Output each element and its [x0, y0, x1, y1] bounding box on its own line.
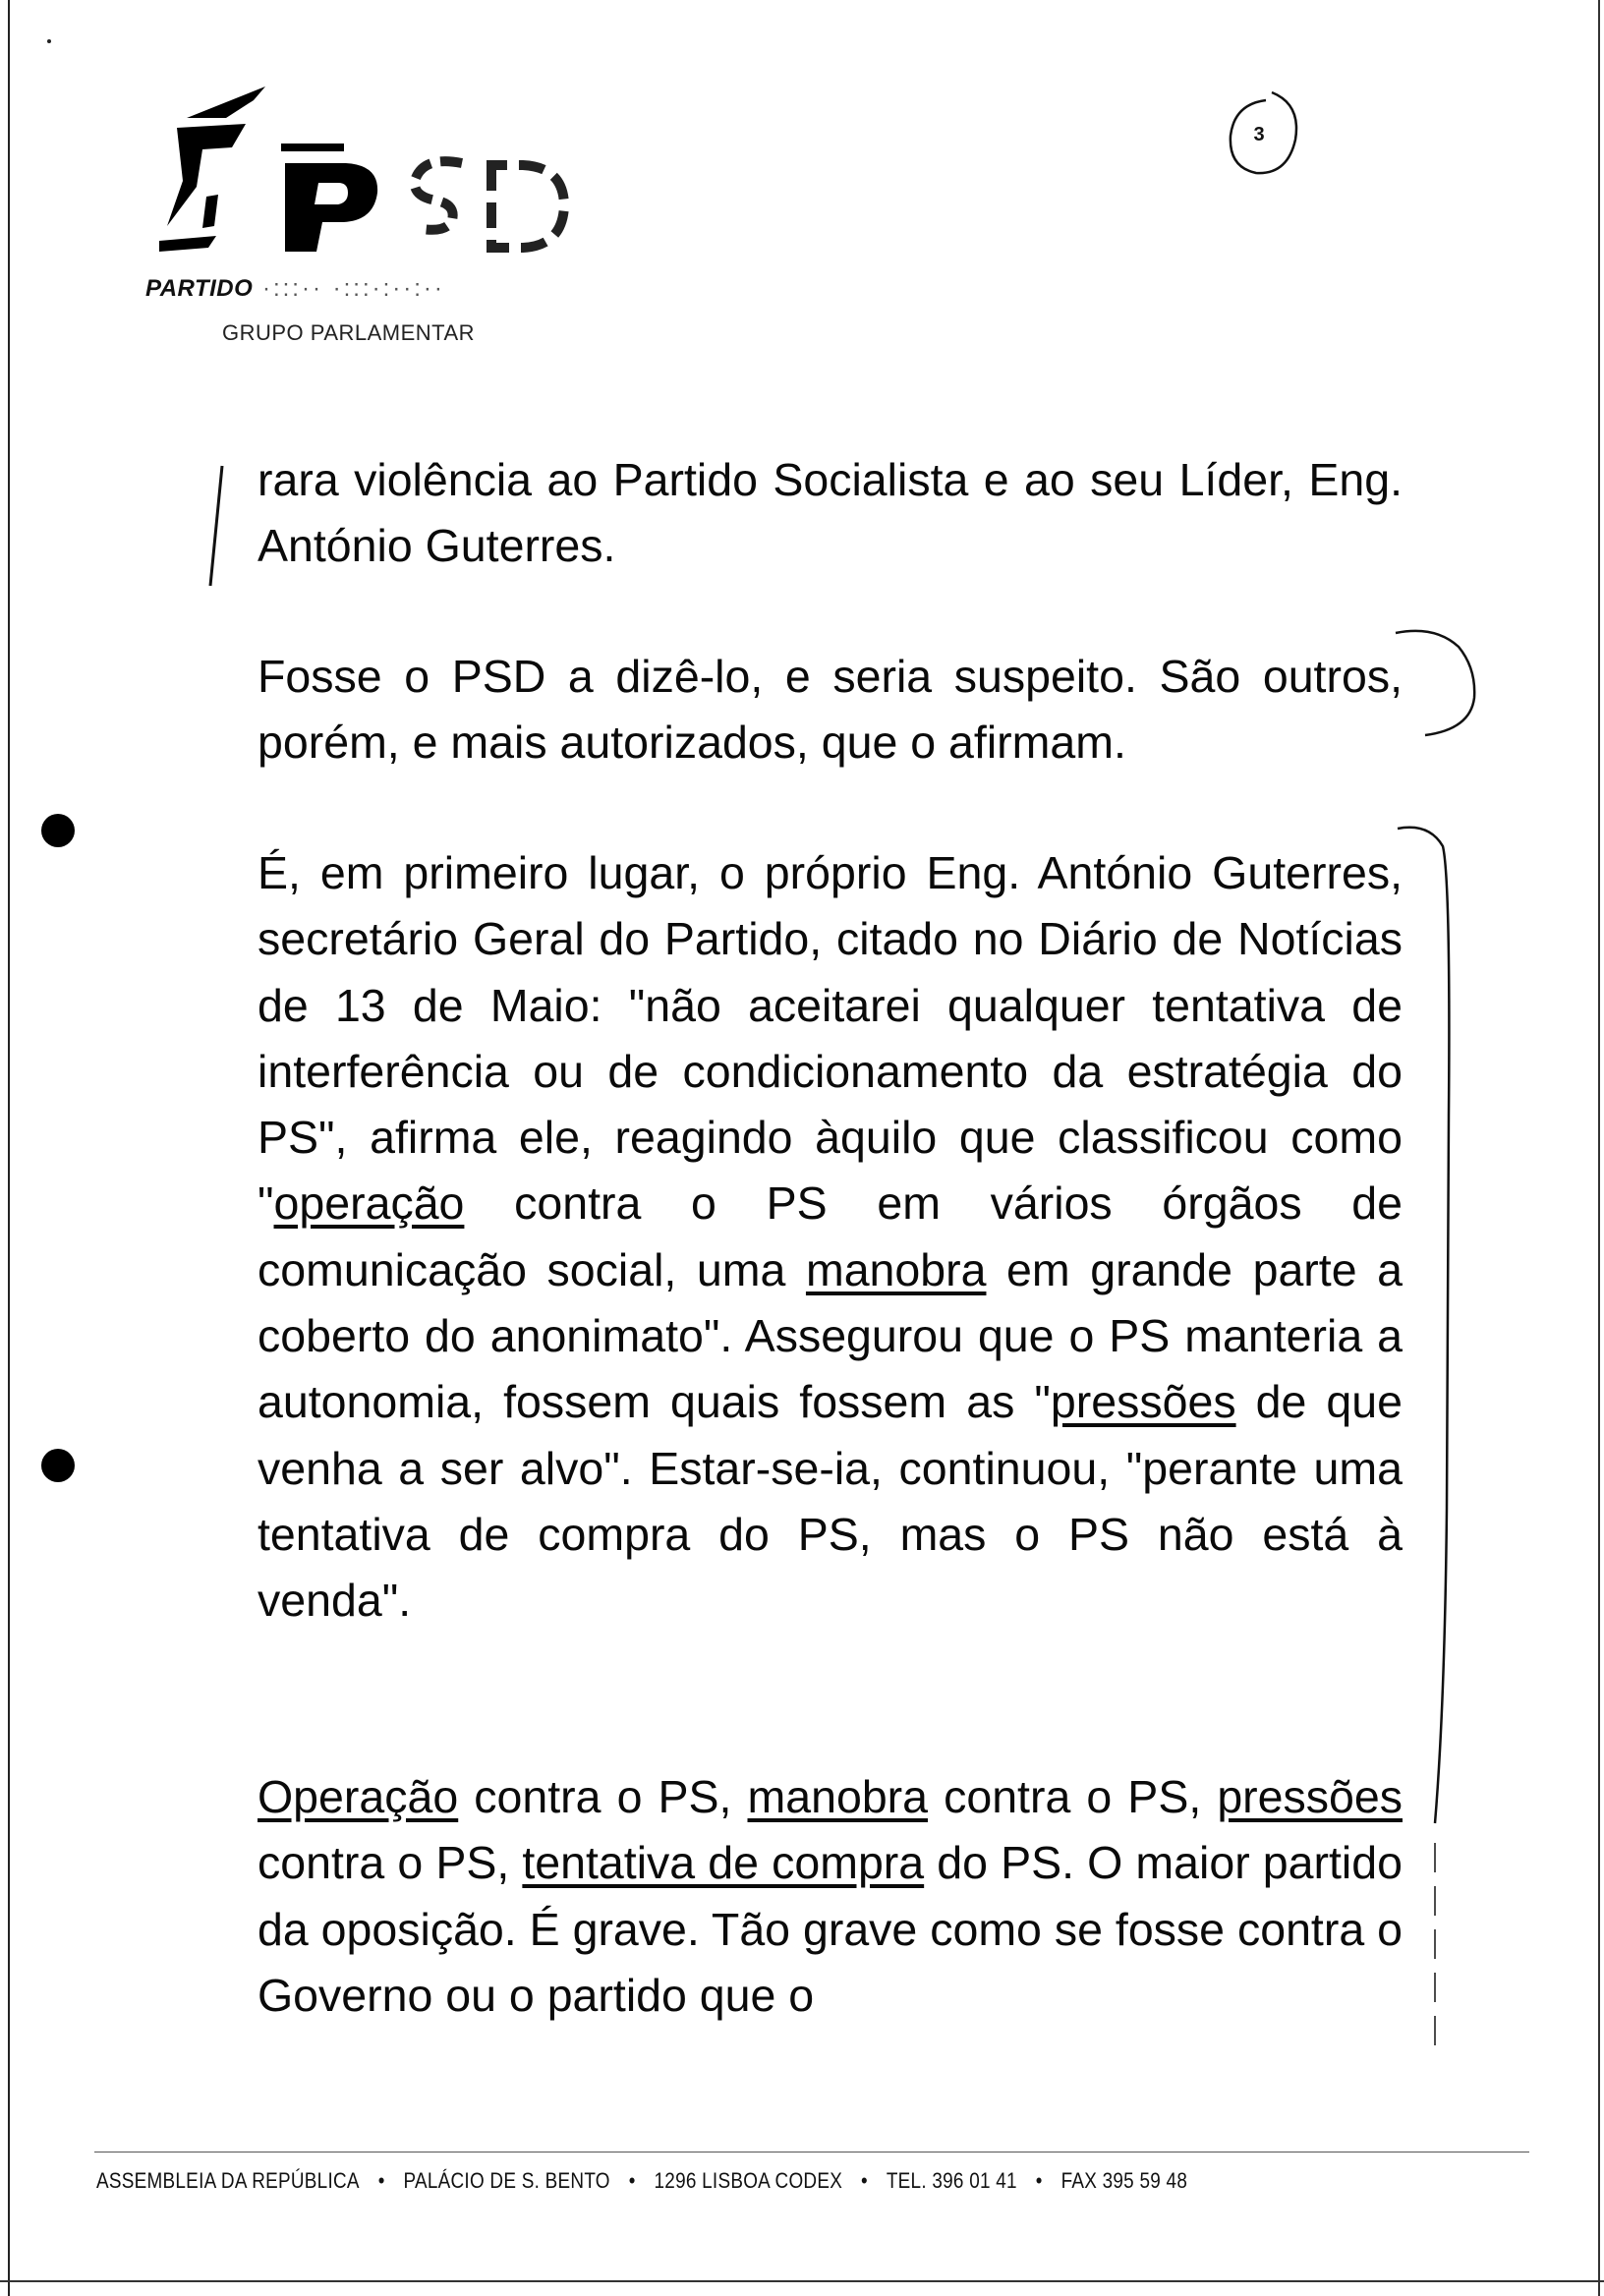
party-name: PARTIDO ·:::·· ·:::·:··:··: [145, 275, 445, 302]
underlined-word: operação: [273, 1177, 465, 1230]
underlined-word: manobra: [747, 1771, 929, 1822]
paragraph-4: [258, 1764, 1403, 2029]
footer-city: 1296 LISBOA CODEX: [654, 2168, 843, 2193]
paragraph-3: [258, 840, 1403, 1635]
footer-palace: PALÁCIO DE S. BENTO: [403, 2168, 610, 2193]
underlined-word: pressões: [1050, 1376, 1236, 1428]
page-left-edge: [8, 0, 10, 2296]
underlined-word: tentativa de compra: [522, 1837, 925, 1889]
paragraph-1: [258, 447, 1403, 580]
speck: [47, 39, 51, 43]
psd-logo: [138, 79, 649, 305]
footer-telephone: TEL. 396 01 41: [886, 2168, 1017, 2193]
footer-separator: •: [628, 2168, 636, 2193]
footer-fax: FAX 395 59 48: [1060, 2168, 1188, 2193]
margin-slash-mark: [206, 462, 226, 590]
paragraph-3-text: É, em primeiro lugar, o próprio Eng. António Guterres, secretário Geral do Partido, citado no Diário de Notícias de 13 de Maio: "não aceitarei qualquer tentativa de interferência ou de condicionamento da estratégia do PS", afirma ele, reagindo àquilo que classificou como "operação contra o PS em vários órgãos de comunicação social, uma manobra em grande parte a coberto do anonimato". Assegurou que o PS manteria a autonomia, fossem quais fossem as "pressões de que venha a ser alvo". Estar-se-ia, continuou, "perante uma tentativa de compra do PS, mas o PS não está à venda".: [258, 847, 1403, 1627]
footer-institution: ASSEMBLEIA DA REPÚBLICA: [96, 2168, 360, 2193]
page-right-edge: [1598, 0, 1600, 2296]
paragraph-2-text: Fosse o PSD a dizê-lo, e seria suspeito. São outros, porém, e mais autorizados, que o afirmam.: [258, 651, 1403, 769]
page-number-text: 3: [1253, 124, 1265, 145]
page-bottom-edge: [0, 2280, 1604, 2282]
letterhead-footer: [96, 2168, 1347, 2194]
underlined-word: manobra: [805, 1243, 987, 1295]
underlined-word: pressões: [1217, 1771, 1403, 1822]
parliamentary-group-label: GRUPO PARLAMENTAR: [222, 320, 476, 345]
paragraph-1-text: rara violência ao Partido Socialista e ao seu Líder, Eng. António Guterres.: [258, 454, 1403, 572]
page-number: [1227, 85, 1305, 183]
punch-hole-lower: [41, 1449, 75, 1482]
footer-separator: •: [1035, 2168, 1043, 2193]
paragraph-4-text: Operação contra o PS, manobra contra o PS, pressões contra o PS, tentativa de compra do PS. O maior partido da oposição. É grave. Tão grave como se fosse contra o Governo ou o partido que o: [258, 1771, 1403, 2021]
paragraph-2: [258, 644, 1403, 776]
underlined-word: Operação: [258, 1771, 459, 1822]
footer-separator: •: [377, 2168, 385, 2193]
footer-separator: •: [861, 2168, 868, 2193]
punch-hole-upper: [41, 814, 75, 847]
